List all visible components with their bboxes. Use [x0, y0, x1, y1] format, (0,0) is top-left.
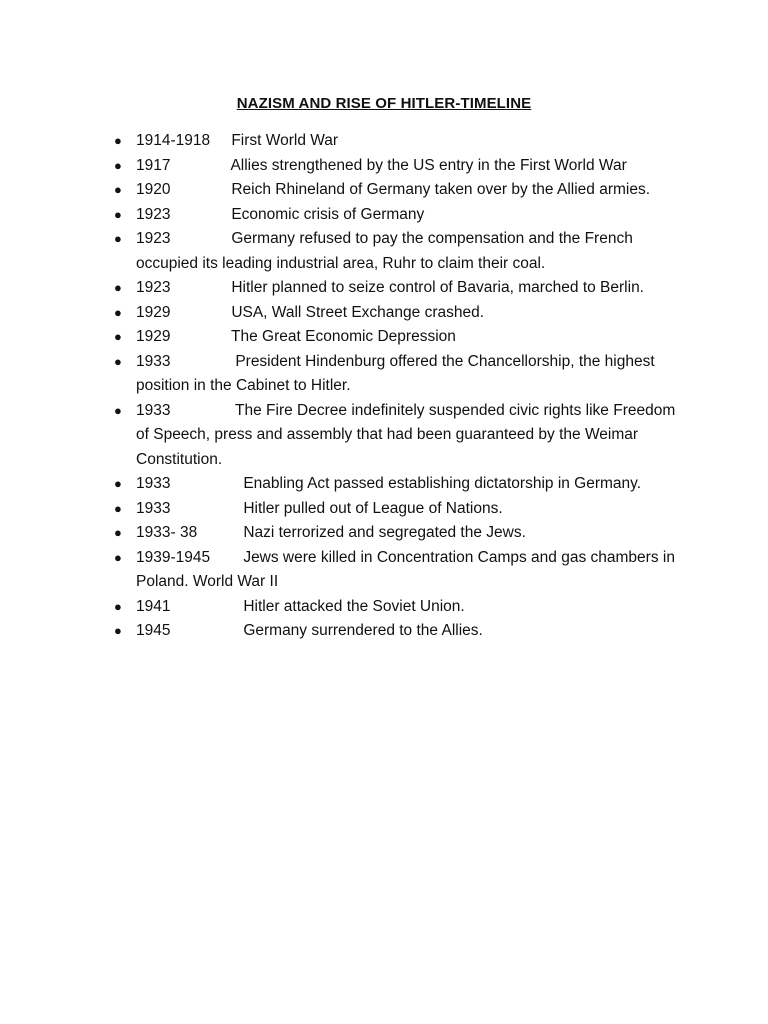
entry-event: The Fire Decree indefinitely suspended civic rights like Freedom of Speech, press and assembly that had been guaranteed by the Weimar Constitution. [136, 401, 676, 468]
entry-event: Allies strengthened by the US entry in the First World War [230, 156, 627, 174]
list-item [112, 301, 682, 326]
bullet-icon: ● [114, 500, 122, 516]
entry-year: 1923 [136, 230, 171, 247]
entry-event: Reich Rhineland of Germany taken over by the Allied armies. [231, 181, 651, 198]
entry-year: 1929 [136, 328, 171, 345]
list-item [112, 521, 682, 546]
entry-event: President Hindenburg offered the Chancellorship, the highest position in the Cabinet to Hitler. [136, 352, 655, 394]
bullet-icon: ● [114, 549, 122, 565]
entry-year: 1923 [136, 279, 171, 296]
list-item [112, 595, 682, 620]
bullet-icon: ● [114, 623, 122, 638]
bullet-icon: ● [114, 157, 122, 173]
entry-year: 1914-1918 [136, 132, 211, 149]
list-item [112, 203, 682, 228]
bullet-icon: ● [114, 206, 122, 222]
bullet-icon: ● [114, 353, 122, 369]
entry-year: 1933 [136, 401, 171, 419]
entry-event: The Great Economic Depression [231, 328, 456, 345]
entry-event: Germany surrendered to the Allies. [243, 622, 483, 639]
entry-year: 1941 [136, 597, 171, 615]
entry-event: First World War [231, 132, 339, 149]
bullet-icon: ● [114, 329, 122, 344]
bullet-icon: ● [114, 182, 122, 197]
entry-year: 1923 [136, 205, 171, 223]
entry-event: Hitler pulled out of League of Nations. [243, 499, 503, 517]
entry-year: 1939-1945 [136, 548, 211, 566]
list-item [112, 350, 682, 399]
list-item [112, 619, 682, 644]
bullet-icon: ● [114, 231, 122, 246]
entry-event: USA, Wall Street Exchange crashed. [231, 303, 485, 321]
entry-year: 1933 [136, 352, 171, 370]
entry-event: Hitler planned to seize control of Bavaria, marched to Berlin. [231, 279, 644, 296]
entry-event: Economic crisis of Germany [231, 205, 425, 223]
entry-year: 1933 [136, 475, 171, 492]
list-item [112, 325, 682, 350]
entry-event: Enabling Act passed establishing dictatorship in Germany. [243, 475, 642, 492]
bullet-icon: ● [114, 598, 122, 614]
list-item [112, 129, 682, 154]
bullet-icon: ● [114, 280, 122, 295]
entry-year: 1933 [136, 499, 171, 517]
entry-year: 1929 [136, 303, 171, 321]
list-item [112, 276, 682, 301]
entry-year: 1920 [136, 181, 171, 198]
bullet-icon: ● [114, 476, 122, 491]
entry-event: Hitler attacked the Soviet Union. [243, 597, 465, 615]
list-item [112, 546, 682, 595]
entry-event: Germany refused to pay the compensation and the French occupied its leading industrial area, Ruhr to claim their coal. [136, 230, 633, 272]
bullet-icon: ● [114, 402, 122, 418]
list-item [112, 178, 682, 203]
bullet-icon: ● [114, 133, 122, 148]
bullet-icon: ● [114, 304, 122, 320]
entry-event: Jews were killed in Concentration Camps and gas chambers in Poland. World War II [136, 548, 675, 590]
entry-year: 1933- 38 [136, 524, 198, 541]
list-item [112, 472, 682, 497]
list-item [112, 227, 682, 276]
entry-year: 1945 [136, 622, 171, 639]
page-title: NAZISM AND RISE OF HITLER-TIMELINE [236, 95, 532, 112]
list-item [112, 154, 682, 179]
entry-year: 1917 [136, 156, 171, 174]
entry-event: Nazi terrorized and segregated the Jews. [243, 524, 526, 541]
bullet-icon: ● [114, 525, 122, 540]
list-item [112, 399, 682, 473]
timeline-list [112, 129, 682, 644]
list-item [112, 497, 682, 522]
